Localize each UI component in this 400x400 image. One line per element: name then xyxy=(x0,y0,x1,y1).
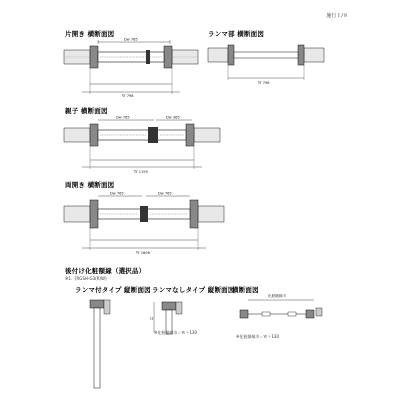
drawing-no-ranma-type xyxy=(150,296,190,346)
dim-single-dw: Dw 765 xyxy=(124,37,138,42)
dim-ranma-w: Ｗ 798 xyxy=(258,81,270,85)
retrofit-note: ※1．[RGSH-G3(R)W] xyxy=(65,276,107,281)
dim-single-w: Ｗ 798 xyxy=(122,94,134,98)
dim-double-w: Ｗ 1606 xyxy=(136,251,150,255)
drawing-ranma xyxy=(206,40,326,90)
drawing-double xyxy=(62,190,227,260)
page-number: 施行１/８ xyxy=(326,13,348,19)
section-title-double: 両開き 横断面図 xyxy=(65,181,115,189)
section-title-oyako: 親子 横断面図 xyxy=(65,107,108,115)
no-ranma-type-title: ランマなしタイプ 縦断面図 xyxy=(152,286,235,294)
drawing-ranma-type xyxy=(80,296,120,391)
horizontal-note: ※化粧額縁巾＝Ｗ＋130 xyxy=(236,334,279,339)
dim-double-dw-left: Dw 765 xyxy=(110,191,124,196)
dim-double-dw-right: Dw 765 xyxy=(158,191,172,196)
section-title-single: 片開き 横断面図 xyxy=(65,30,115,38)
drawing-oyako xyxy=(62,114,222,179)
horizontal-title: 横断面図 xyxy=(232,286,259,294)
no-ranma-note: ※化粧額縁巾＝Ｗ＋130 xyxy=(154,330,197,335)
dim-oyako-dw-main: Dw 765 xyxy=(116,115,130,120)
dim-oyako-dw-sub: Dw 365 xyxy=(166,115,180,120)
dim-oyako-w: Ｗ 1195 xyxy=(134,170,148,174)
dim-horizontal-trim: 化粧額縁巾 xyxy=(268,294,286,298)
dim-no-ranma-h: Ｈ xyxy=(150,317,154,321)
section-title-ranma: ランマ部 横断面図 xyxy=(208,30,265,38)
drawing-single xyxy=(62,36,200,106)
ranma-type-title: ランマ付タイプ 縦断面図 xyxy=(75,286,151,294)
drawing-horizontal xyxy=(232,292,332,332)
retrofit-title: 後付け化粧額縁（選択品） xyxy=(65,267,146,275)
